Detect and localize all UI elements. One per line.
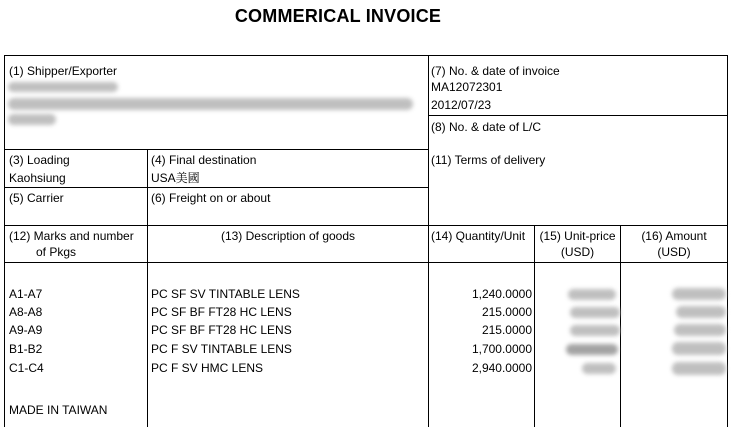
description-header: (13) Description of goods: [220, 229, 356, 243]
row-marks: A8-A8: [9, 305, 43, 319]
carrier-divider: [4, 187, 429, 188]
right-block-divider: [428, 55, 429, 427]
amount-redaction: [674, 324, 726, 336]
unit-price-header: (15) Unit-price: [539, 229, 616, 243]
shipper-redaction: [8, 114, 56, 125]
quantity-header: (14) Quantity/Unit: [431, 229, 526, 243]
amount-redaction: [672, 288, 726, 300]
amount-redaction: [676, 306, 726, 318]
row-marks: B1-B2: [9, 342, 43, 356]
unit-price-header-line2: (USD): [560, 245, 595, 259]
marks-header-line2: of Pkgs: [36, 245, 77, 259]
row-description: PC SF BF FT28 HC LENS: [151, 305, 292, 319]
carrier-label: (5) Carrier: [9, 191, 64, 205]
loading-label: (3) Loading: [9, 153, 70, 167]
right-border: [727, 55, 728, 427]
amount-redaction: [672, 362, 726, 375]
lc-label: (8) No. & date of L/C: [431, 120, 542, 134]
terms-label: (11) Terms of delivery: [431, 153, 546, 167]
loading-divider: [4, 149, 429, 150]
row-marks: C1-C4: [9, 361, 44, 375]
destination-label: (4) Final destination: [151, 153, 257, 167]
row-quantity: 1,240.0000: [471, 287, 532, 301]
row-quantity: 215.0000: [481, 305, 532, 319]
row-description: PC SF BF FT28 HC LENS: [151, 323, 292, 337]
row-description: PC F SV TINTABLE LENS: [151, 342, 292, 356]
destination-value: USA美國: [151, 171, 200, 185]
row-description: PC F SV HMC LENS: [151, 361, 264, 375]
invoice-title: COMMERICAL INVOICE: [234, 6, 442, 26]
invoice-number: MA12072301: [431, 80, 503, 94]
amount-redaction: [672, 342, 726, 355]
loading-value: Kaohsiung: [9, 171, 66, 185]
row-marks: A9-A9: [9, 323, 43, 337]
left-border: [4, 55, 5, 427]
shipper-redaction: [8, 98, 413, 110]
amount-header: (16) Amount: [641, 229, 707, 243]
origin-note: MADE IN TAIWAN: [9, 403, 108, 417]
top-border: [4, 55, 728, 56]
shipper-redaction: [8, 82, 118, 92]
desc-column-divider: [147, 149, 148, 427]
amount-header-line2: (USD): [657, 245, 691, 259]
row-quantity: 1,700.0000: [471, 342, 532, 356]
row-marks: A1-A7: [9, 287, 43, 301]
unit-price-redaction: [568, 289, 616, 300]
freight-label: (6) Freight on or about: [151, 191, 271, 205]
unit-price-redaction: [570, 325, 620, 336]
row-quantity: 2,940.0000: [471, 361, 532, 375]
marks-header: (12) Marks and number: [9, 229, 134, 243]
unit-price-redaction: [566, 344, 618, 355]
shipper-label: (1) Shipper/Exporter: [9, 64, 118, 78]
unit-price-redaction: [582, 363, 616, 374]
row-description: PC SF SV TINTABLE LENS: [151, 287, 300, 301]
row-quantity: 215.0000: [481, 323, 532, 337]
unit-price-redaction: [570, 307, 620, 318]
invoice-label: (7) No. & date of invoice: [431, 64, 560, 78]
invoice-date: 2012/07/23: [431, 98, 492, 112]
lc-divider: [428, 115, 728, 116]
